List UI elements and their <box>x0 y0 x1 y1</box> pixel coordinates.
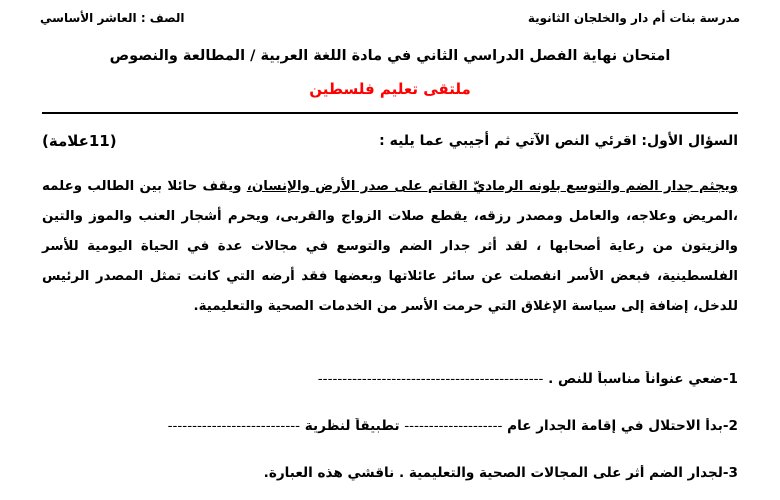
question-one-marks: (11علامة) <box>42 132 117 150</box>
question-one-header <box>42 132 738 150</box>
passage-underlined-sentence: ويجثم جدار الضم والتوسع بلونه الرماديّ القاتم على صدر الأرض والإنسان، <box>246 179 739 194</box>
page-header <box>40 8 740 28</box>
school-name: مدرسة بنات أم دار والخلجان الثانوية <box>527 11 740 25</box>
answer-line-2b: --------------------------- <box>167 418 301 434</box>
answer-line-1: ---------------------------------------------- <box>317 371 544 387</box>
grade-label: الصف : العاشر الأساسي <box>40 11 185 25</box>
exam-title: امتحان نهاية الفصل الدراسي الثاني في مادة اللغة العربية / المطالعة والنصوص <box>109 48 671 64</box>
header-divider <box>42 112 738 114</box>
question-one-label: السؤال الأول: اقرئي النص الآتي ثم أجيبي عما يليه : <box>379 133 738 149</box>
forum-name: ملتقى تعليم فلسطين <box>309 80 471 98</box>
question-item-3 <box>42 465 738 481</box>
passage-body: ويقف حائلا بين الطالب وعلمه ،المريض وعلاجه، والعامل ومصدر رزقه، يقطع صلات الزواج والقربى، ويحرم أشجار العنب والموز والتين والزيتون من رعاية أصحابها ، لقد أثر جدار الضم والتوسع في مجالات عدة في الحياة اليومية للأسر الفلسطينية، فبعض الأسر انفصلت عن سائر عائلاتها وبعضها فقد أرضه التي كانت تمثل المصدر الرئيس للدخل، إضافة إلى سياسة الإغلاق التي حرمت الأسر من الخدمات الصحية والتعليمية. <box>42 179 738 314</box>
question-item-2 <box>42 418 738 434</box>
question-item-1-text: 1-ضعي عنواناً مناسباً للنص . <box>543 371 738 387</box>
question-item-2-text-a: 2-بدأ الاحتلال في إقامة الجدار عام <box>502 418 738 434</box>
question-item-3-text: 3-لجدار الضم أثر على المجالات الصحية والتعليمية . ناقشي هذه العبارة. <box>263 465 738 481</box>
reading-passage <box>42 172 738 322</box>
question-item-2-text-b: تطبيقاً لنظرية <box>300 418 405 434</box>
answer-line-2a: -------------------- <box>404 418 503 434</box>
question-item-1 <box>42 371 738 387</box>
